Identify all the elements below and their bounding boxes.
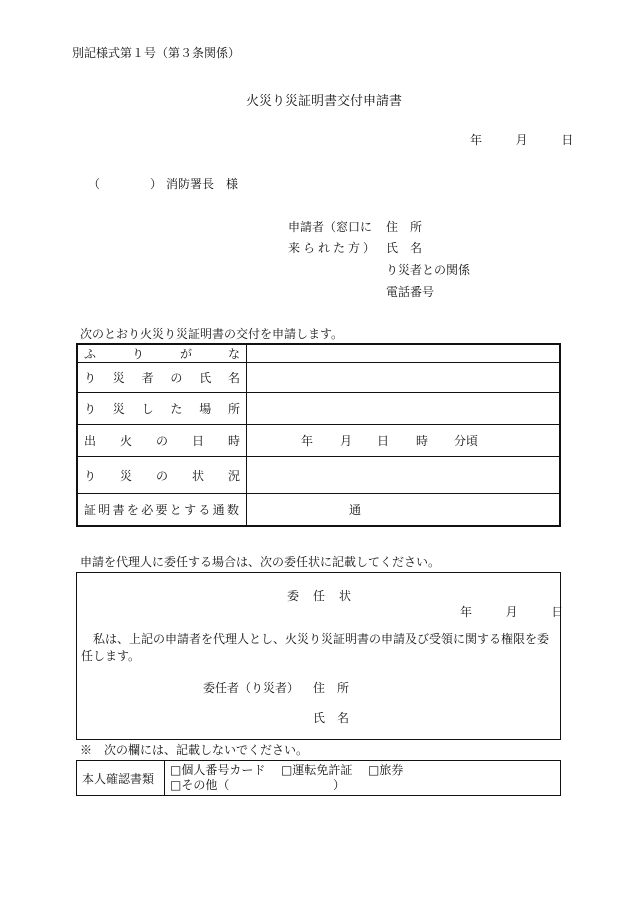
datetime-hour: 時 <box>416 434 429 448</box>
id-option-other-close: ） <box>333 778 346 792</box>
proxy-box <box>76 572 564 740</box>
copies-text: 証 明 書 を 必 要 と す る 通 数 <box>84 502 240 517</box>
proxy-instruction: 申請を代理人に委任する場合は、次の委任状に記載してください。 <box>80 555 441 569</box>
date-year: 年 <box>470 133 483 147</box>
fire-datetime-field[interactable] <box>247 425 561 457</box>
furigana-label <box>77 344 247 363</box>
row-status <box>77 457 560 494</box>
fire-datetime-label <box>77 425 247 457</box>
row-victim-name <box>77 363 560 393</box>
copies-field[interactable] <box>247 494 561 526</box>
copies-unit: 通 <box>349 502 362 517</box>
furigana-field[interactable] <box>247 344 561 363</box>
request-statement: 次のとおり火災り災証明書の交付を申請します。 <box>80 327 344 341</box>
applicant-label-line1: 申請者（窓口に <box>288 220 373 234</box>
victim-name-text: り 災 者 の 氏 名 <box>84 371 240 385</box>
applicant-relation-label: り災者との関係 <box>386 263 471 277</box>
applicant-phone-label: 電話番号 <box>386 285 435 299</box>
proxy-date-year: 年 <box>460 605 473 619</box>
id-option-other[interactable]: □その他（ <box>170 778 230 792</box>
proxy-date-day: 日 <box>551 605 564 619</box>
id-option-license[interactable]: □運転免許証 <box>281 763 353 777</box>
id-option-passport[interactable]: □旅券 <box>368 763 404 777</box>
datetime-day: 日 <box>377 434 390 448</box>
place-text: り 災 し た 場 所 <box>84 402 240 416</box>
date-day: 日 <box>561 133 574 147</box>
fire-datetime-text: 出 火 の 日 時 <box>84 434 240 448</box>
row-fire-datetime <box>77 425 560 457</box>
addressee-paren-open: （ <box>88 177 101 191</box>
application-table <box>76 343 561 527</box>
document-title: 火災り災証明書交付申請書 <box>246 94 403 109</box>
row-furigana <box>77 344 560 363</box>
application-date <box>470 131 573 148</box>
date-month: 月 <box>515 133 528 147</box>
victim-name-field[interactable] <box>247 363 561 393</box>
proxy-date-month: 月 <box>505 605 518 619</box>
proxy-heading: 委 任 状 <box>287 589 353 603</box>
id-docs-options <box>165 761 561 796</box>
id-docs-table <box>76 760 561 796</box>
datetime-year: 年 <box>301 434 314 448</box>
victim-name-label <box>77 363 247 393</box>
id-docs-label: 本人確認書類 <box>77 761 165 796</box>
fire-chief-label: 消防署長 様 <box>166 177 239 191</box>
addressee-paren-close: ） <box>150 177 163 191</box>
proxy-body-text: 私は、上記の申請者を代理人とし、火災り災証明書の申請及び受領に関する権限を委任します。 <box>81 632 550 663</box>
status-label <box>77 457 247 494</box>
applicant-address-label: 住 所 <box>386 220 423 234</box>
delegator-name-label: 氏 名 <box>313 711 350 725</box>
form-number-label: 別記様式第１号（第３条関係） <box>72 46 241 60</box>
row-place <box>77 393 560 425</box>
delegator-address-label: 住 所 <box>313 681 350 695</box>
furigana-text: ふ り が な <box>84 347 240 361</box>
delegator-label: 委任者（り災者） <box>203 681 300 695</box>
datetime-minute: 分頃 <box>454 434 479 448</box>
status-text: り 災 の 状 況 <box>84 468 240 483</box>
row-copies <box>77 494 560 526</box>
applicant-name-label: 氏 名 <box>386 241 423 255</box>
office-use-note: ※ 次の欄には、記載しないでください。 <box>80 743 309 757</box>
proxy-date <box>460 603 563 620</box>
copies-label <box>77 494 247 526</box>
place-field[interactable] <box>247 393 561 425</box>
place-label <box>77 393 247 425</box>
status-field[interactable] <box>247 457 561 494</box>
id-option-mynumber[interactable]: □個人番号カード <box>170 763 266 777</box>
datetime-month: 月 <box>340 434 353 448</box>
applicant-label-line2: 来られた方） <box>288 241 379 255</box>
